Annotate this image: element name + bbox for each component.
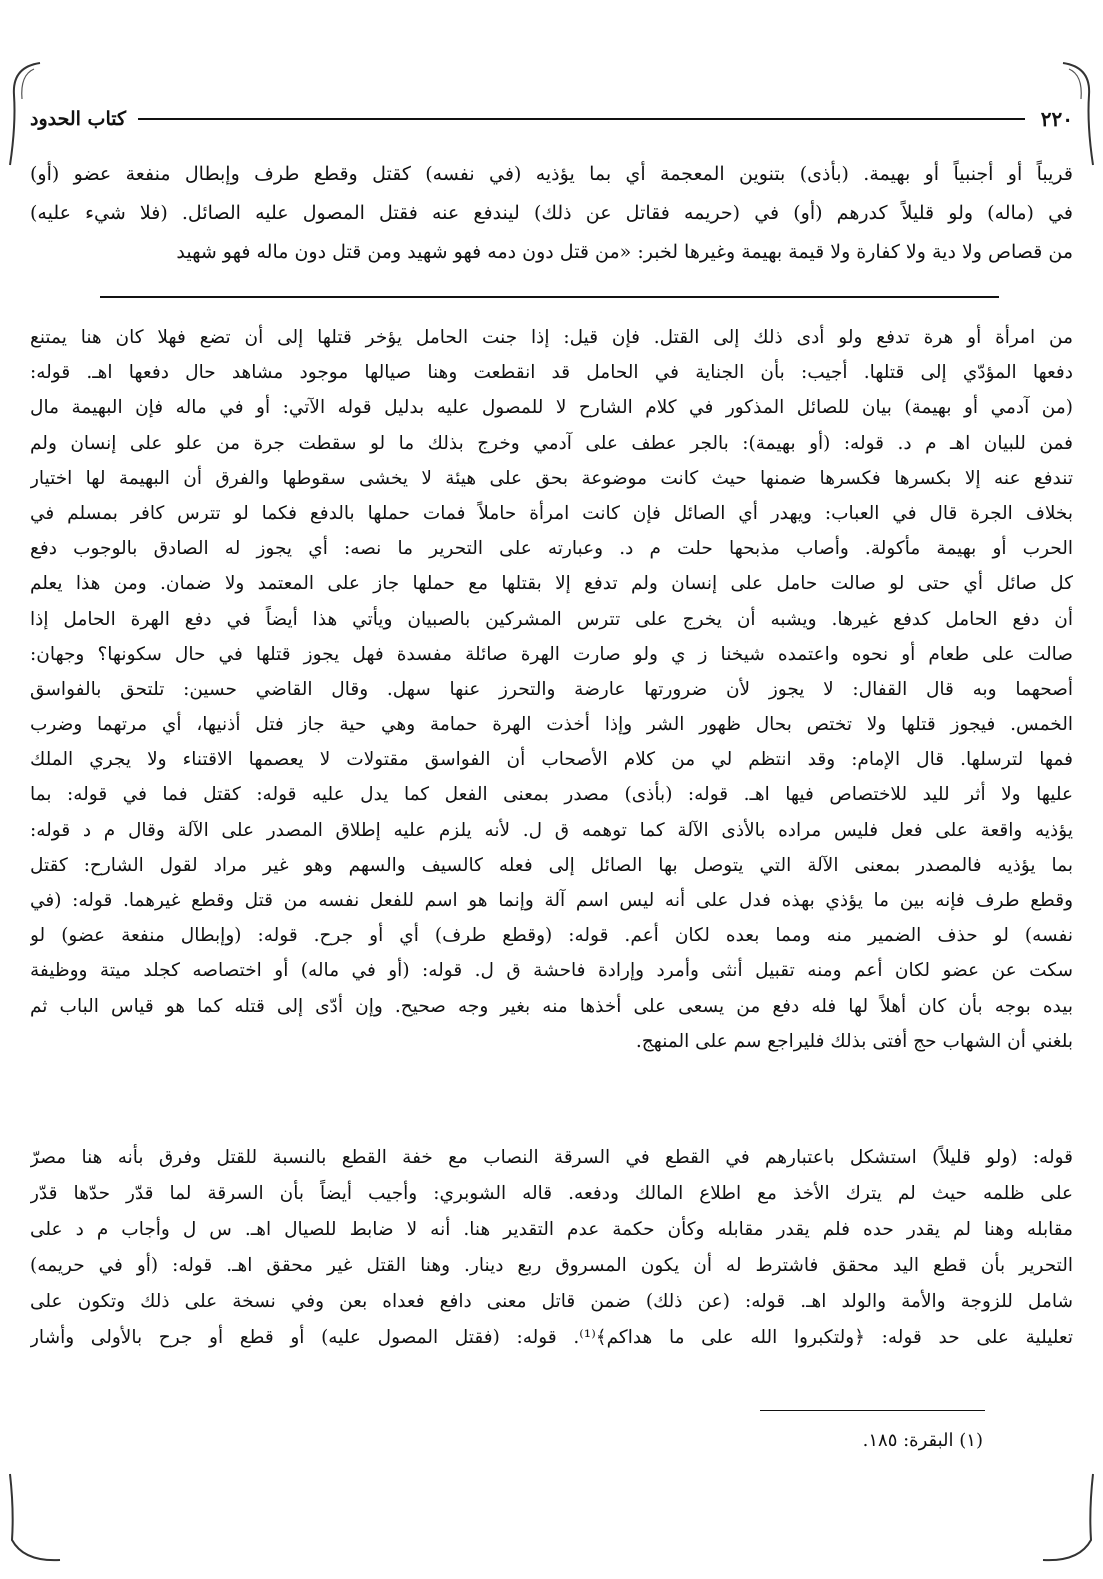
text-line: وقطع طرف فإنه بين ما يؤذي بهذه فدل على أنه ليس اسم آلة وإنما هو اسم للفعل نفسه من قتل وقطع غيرهما. قوله: (في	[30, 890, 1073, 911]
text-line: من قصاص ولا دية ولا كفارة ولا قيمة بهيمة وغيرها لخبر: «من قتل دون دمه فهو شهيد ومن قتل دون ماله فهو شهيد	[176, 241, 1073, 263]
text-line: نفسه) لو حذف الضمير منه ومما بعده لكان أعم. قوله: (وقطع طرف) أي أو جرح. قوله: (وإبطال منفعة عضو) لو	[30, 925, 1073, 947]
text-line: أصحهما وبه قال القفال: لا يجوز لأن ضرورتها عارضة والتحرز عنها سهل. وقال القاضي حسين: تلتحق بالفواسق	[30, 678, 1073, 700]
text-line: بما يؤذيه فالمصدر بمعنى الآلة التي يتوصل بها الصائل إلى فعله كالسيف والسهم وهو غير مراد لقول الشارح: كقتل	[30, 854, 1073, 876]
footnote: (١) البقرة: ١٨٥.	[862, 1430, 983, 1451]
text-line: فمها لترسلها. قال الإمام: وقد انتظم لي من كلام الأصحاب أن الفواسق مقتولات لا يعصمها الاقتناء ولا يجري الملك	[30, 749, 1073, 771]
text-line: كل صائل أي حتى لو صالت حامل على إنسان ولم تدفع إلا بقتلها مع حملها جاز على المعتمد ولا ضمان. ومن هذا يعلم	[30, 573, 1073, 595]
text-line: فمن للبيان اهـ م د. قوله: (أو بهيمة): بالجر عطف على آدمي وخرج بذلك ما لو سقطت جرة من علو على إنسان ولم	[30, 432, 1073, 454]
commentary-block-1	[30, 320, 1073, 1059]
text-line: قريباً أو أجنبياً أو بهيمة. (بأذى) بتنوين المعجمة أي بما يؤذيه (في نفسه) كقتل وقطع طرف وإبطال منفعة عضو (أو)	[30, 163, 1073, 185]
running-header	[30, 104, 1073, 134]
main-text	[30, 155, 1073, 272]
text-line: سكت عن عضو لكان أعم ومنه تقبيل أنثى وأمرد وإرادة فاحشة ق ل. قوله: (أو في ماله) أو اختصاصه كجلد ميتة ووظيفة	[30, 960, 1073, 982]
text-line: عليها ولا أثر لليد للاختصاص فيها اهـ. قوله: (بأذى) مصدر بمعنى الفعل كما يدل عليه قوله: كقتل فما في قوله: بما	[30, 784, 1073, 806]
text-line: بيده بوجه بأن كان أهلاً لها فله دفع من يسعى على أخذها منه بغير وجه صحيح. وإن أدّى إلى قتله كما هو قياس الباب ثم	[30, 995, 1073, 1017]
footnote-rule	[760, 1410, 985, 1411]
text-line: بلغني أن الشهاب حج أفتى بذلك فليراجع سم على المنهج.	[635, 1030, 1073, 1052]
commentary-block-2	[30, 1140, 1073, 1356]
text-line: مقابله وهنا لم يقدر حده فلم يقدر مقابله وكأن حكمة عدم التقدير هنا. أنه لا ضابط للصيال اهـ. س ل وأجاب م د على	[30, 1219, 1073, 1240]
page-number: ٢٢٠	[1040, 107, 1073, 131]
text-line: قوله: (ولو قليلاً) استشكل باعتبارهم في القطع في السرقة النصاب مع خفة القطع بالنسبة للقتل وفرق بأنه هنا مصرّ	[30, 1147, 1073, 1168]
book-title: كتاب الحدود	[30, 108, 127, 130]
text-line: صالت على طعام أو نحوه واعتمده شيخنا ز ي ولو صارت الهرة صائلة مفسدة فهل يجوز قتلها في حال سكونها؟ وجهان:	[30, 643, 1073, 665]
text-line: دفعها المؤدّي إلى قتلها. أجيب: بأن الجناية في الحامل قد انقطعت وهنا صيالها موجود مشاهد حال دفعها اهـ. قوله:	[30, 362, 1073, 384]
text-line: من امرأة أو هرة تدفع ولو أدى ذلك إلى القتل. فإن قيل: إذا جنت الحامل يؤخر قتلها إلى أن تضع فهلا كان هنا يمتنع	[30, 327, 1073, 348]
text-line: أن دفع الحامل كدفع غيرها. ويشبه أن يخرج على تترس المشركين بالصبيان ويأتي هذا أيضاً في دفع الهرة الحامل إذا	[30, 608, 1073, 630]
corner-ornament-bottom-right-icon	[1039, 1470, 1099, 1570]
section-divider	[100, 296, 999, 298]
text-line: في (ماله) ولو قليلاً كدرهم (أو) في (حريمه فقاتل عن ذلك) ليندفع عنه فقتل المصول عليه الصائل. (فلا شيء عليه)	[30, 202, 1073, 224]
text-line: تندفع عنه إلا بكسرها فكسرها ضمنها حيث كانت موضوعة بحق على هيئة لا يخشى سقوطها والفرق أن البهيمة لها اختيار	[30, 467, 1073, 489]
header-rule	[138, 118, 1025, 120]
corner-ornament-bottom-left-icon	[4, 1470, 64, 1570]
text-line: الحرب أو بهيمة مأكولة. وأصاب مذبحها حلت م د. وعبارته على التحرير ما نصه: أي يجوز له الصادق بالوجوب دفع	[30, 538, 1073, 560]
text-line: تعليلية على حد قوله: ﴿ولتكبروا الله على ما هداكم﴾⁽¹⁾. قوله: (فقتل المصول عليه) أو قطع أو جرح بالأولى وأشار	[30, 1327, 1073, 1348]
text-line: التحرير بأن قطع اليد محقق فاشترط له أن يكون المسروق ربع دينار. وهنا القتل غير محقق اهـ. قوله: (أو في حريمه)	[30, 1255, 1073, 1276]
text-line: يؤذيه واقعة على فعل فليس مراده بالأذى الآلة كما توهمه ق ل. لأنه يلزم عليه إطلاق المصدر على الآلة وقال م د قوله:	[30, 819, 1073, 841]
text-line: (من آدمي أو بهيمة) بيان للصائل المذكور في كلام الشارح لا للمصول عليه بدليل قوله الآتي: أو في ماله فإن البهيمة مال	[30, 397, 1073, 419]
text-line: بخلاف الجرة قال في العباب: ويهدر أي الصائل فإن كانت امرأة حاملاً فمات حملها بالدفع فكما لو تترس كافر بمسلم في	[30, 502, 1073, 524]
text-line: الخمس. فيجوز قتلها ولا تختص بحال ظهور الشر وإذا أخذت الهرة حمامة وهي حية جاز فتل أذنيها، أي مرتهما وضرب	[30, 714, 1073, 736]
text-line: شامل للزوجة والأمة والولد اهـ. قوله: (عن ذلك) ضمن قاتل معنى دافع فعداه بعن وفي نسخة على ذلك وتكون على	[30, 1291, 1073, 1312]
text-line: على ظلمه حيث لم يترك الأخذ مع اطلاع المالك ودفعه. قاله الشوبري: وأجيب أيضاً بأن السرقة لما قدّر حدّها قدّر	[30, 1183, 1073, 1204]
